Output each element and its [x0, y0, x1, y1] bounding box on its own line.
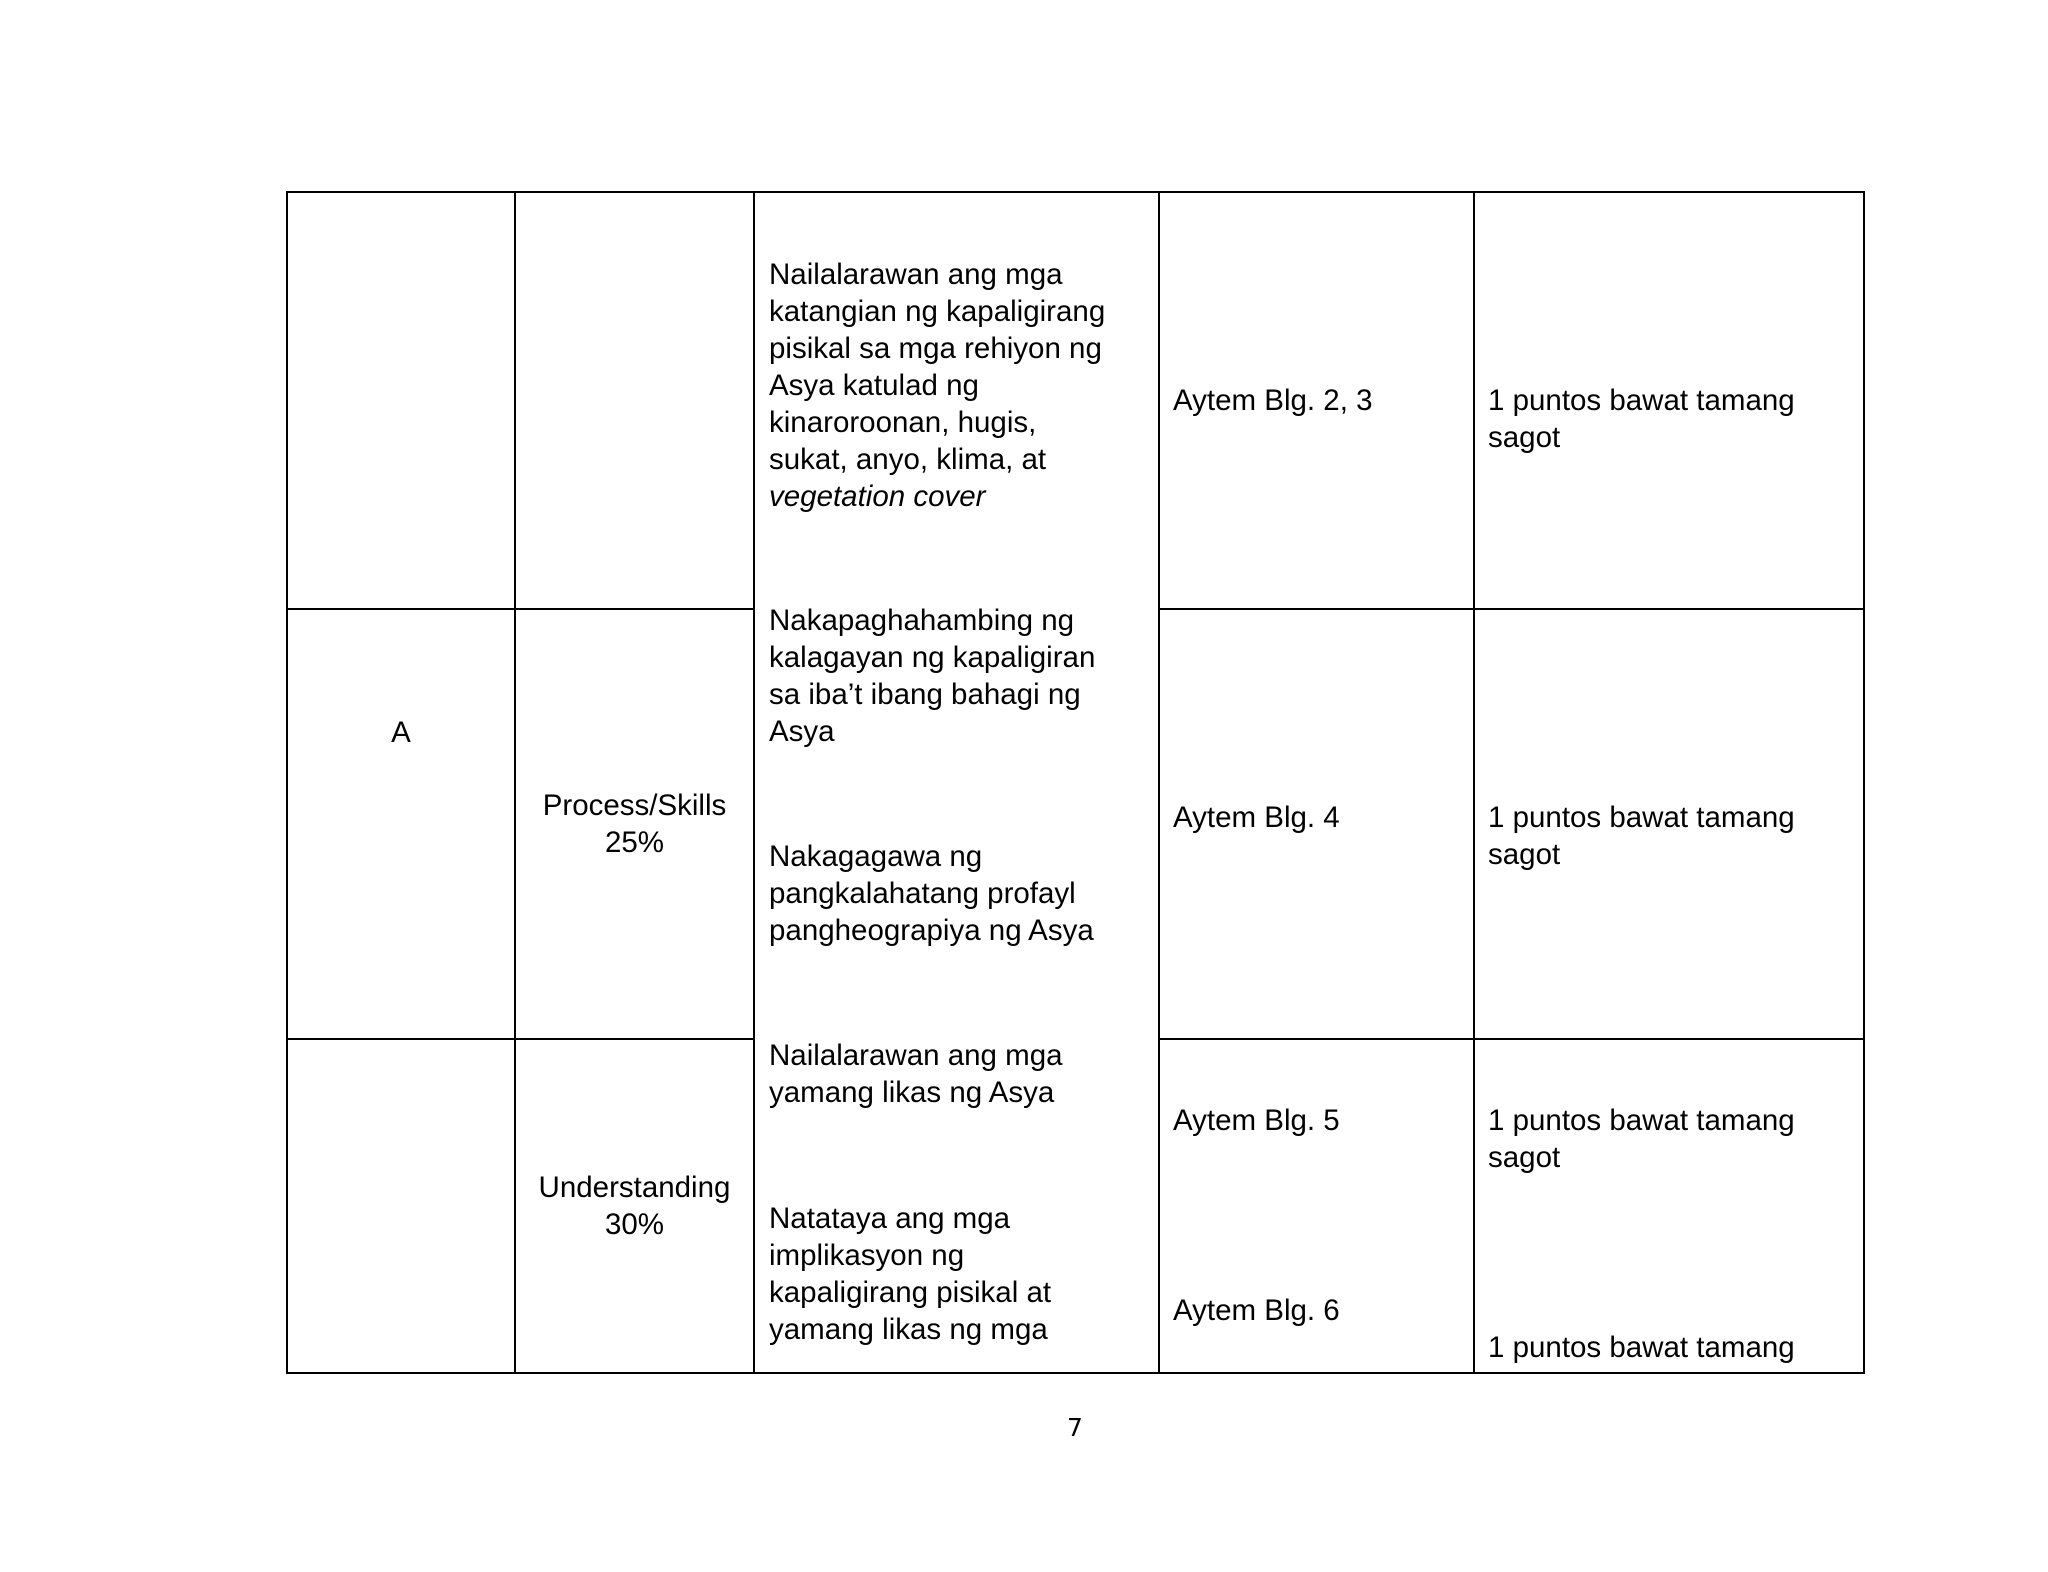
table-col-divider-2 — [753, 191, 755, 1374]
row2-score-line: sagot — [1488, 838, 1561, 871]
row2-item: Aytem Blg. 4 — [1173, 801, 1340, 834]
row3-score-b-line: 1 puntos bawat tamang — [1488, 1331, 1795, 1364]
row1-score-line: sagot — [1488, 421, 1561, 454]
row1-competency-line: Nailalarawan ang mga — [769, 258, 1063, 291]
row3-domain-line: 30% — [604, 1208, 665, 1241]
row1-competency-line: sukat, anyo, klima, at — [769, 443, 1047, 476]
table-border-right — [1863, 191, 1865, 1374]
table-col-divider-3 — [1158, 191, 1160, 1374]
row2-competency-b-line: pangheograpiya ng Asya — [769, 914, 1094, 947]
row3-score-a-line: 1 puntos bawat tamang — [1488, 1104, 1795, 1137]
row2-competency-b-line: pangkalahatang profayl — [769, 877, 1076, 910]
table-border-top — [286, 191, 1865, 193]
row3-competency-a-line: yamang likas ng Asya — [769, 1076, 1055, 1109]
table-row-divider-2a — [286, 1038, 755, 1040]
row1-competency-italic: vegetation cover — [769, 480, 986, 513]
row3-item-a: Aytem Blg. 5 — [1173, 1104, 1340, 1137]
row3-competency-a — [769, 1037, 1063, 1111]
row2-competency-a-line: Asya — [769, 715, 835, 748]
row3-competency-b-line: yamang likas ng mga — [769, 1313, 1048, 1346]
row1-score — [1488, 382, 1795, 456]
row3-competency-b — [769, 1200, 1051, 1348]
row3-competency-a-line: Nailalarawan ang mga — [769, 1039, 1063, 1072]
row2-competency-a-line: Nakapaghahambing ng — [769, 604, 1075, 637]
row3-competency-b-line: Natataya ang mga — [769, 1202, 1011, 1235]
row1-competency-line: kinaroroonan, hugis, — [769, 406, 1037, 439]
row2-competency-b — [769, 838, 1094, 949]
row1-competency-line: Asya katulad ng — [769, 369, 979, 402]
table-row-divider-2b — [1158, 1038, 1865, 1040]
row3-domain — [516, 1169, 753, 1243]
row3-item-b: Aytem Blg. 6 — [1173, 1294, 1340, 1327]
table-col-divider-4 — [1473, 191, 1475, 1374]
table-border-left — [286, 191, 288, 1374]
row2-domain — [516, 787, 753, 861]
row2-score — [1488, 799, 1795, 873]
row2-level: A — [391, 716, 411, 749]
row3-score-a — [1488, 1102, 1795, 1176]
row1-item: Aytem Blg. 2, 3 — [1173, 384, 1373, 417]
row1-competency-line: katangian ng kapaligirang — [769, 295, 1106, 328]
table-border-bottom — [286, 1372, 1865, 1374]
table-row-divider-1a — [286, 608, 755, 610]
row3-competency-b-line: kapaligirang pisikal at — [769, 1276, 1052, 1309]
row2-competency-a — [769, 602, 1095, 750]
row3-score-b — [1488, 1329, 1795, 1366]
row1-competency — [769, 256, 1105, 515]
row2-competency-b-line: Nakagagawa ng — [769, 840, 983, 873]
page-number: 7 — [1067, 1413, 1083, 1442]
row3-competency-b-line: implikasyon ng — [769, 1239, 965, 1272]
row2-competency-a-line: kalagayan ng kapaligiran — [769, 641, 1096, 674]
row1-score-line: 1 puntos bawat tamang — [1488, 384, 1795, 417]
row2-domain-line: 25% — [604, 826, 665, 859]
row1-competency-line: pisikal sa mga rehiyon ng — [769, 332, 1102, 365]
row2-competency-a-line: sa iba’t ibang bahagi ng — [769, 678, 1081, 711]
row2-domain-line: Process/Skills — [542, 789, 727, 822]
row3-domain-line: Understanding — [538, 1171, 731, 1204]
table-row-divider-1b — [1158, 608, 1865, 610]
row3-score-a-line: sagot — [1488, 1141, 1561, 1174]
row2-score-line: 1 puntos bawat tamang — [1488, 801, 1795, 834]
